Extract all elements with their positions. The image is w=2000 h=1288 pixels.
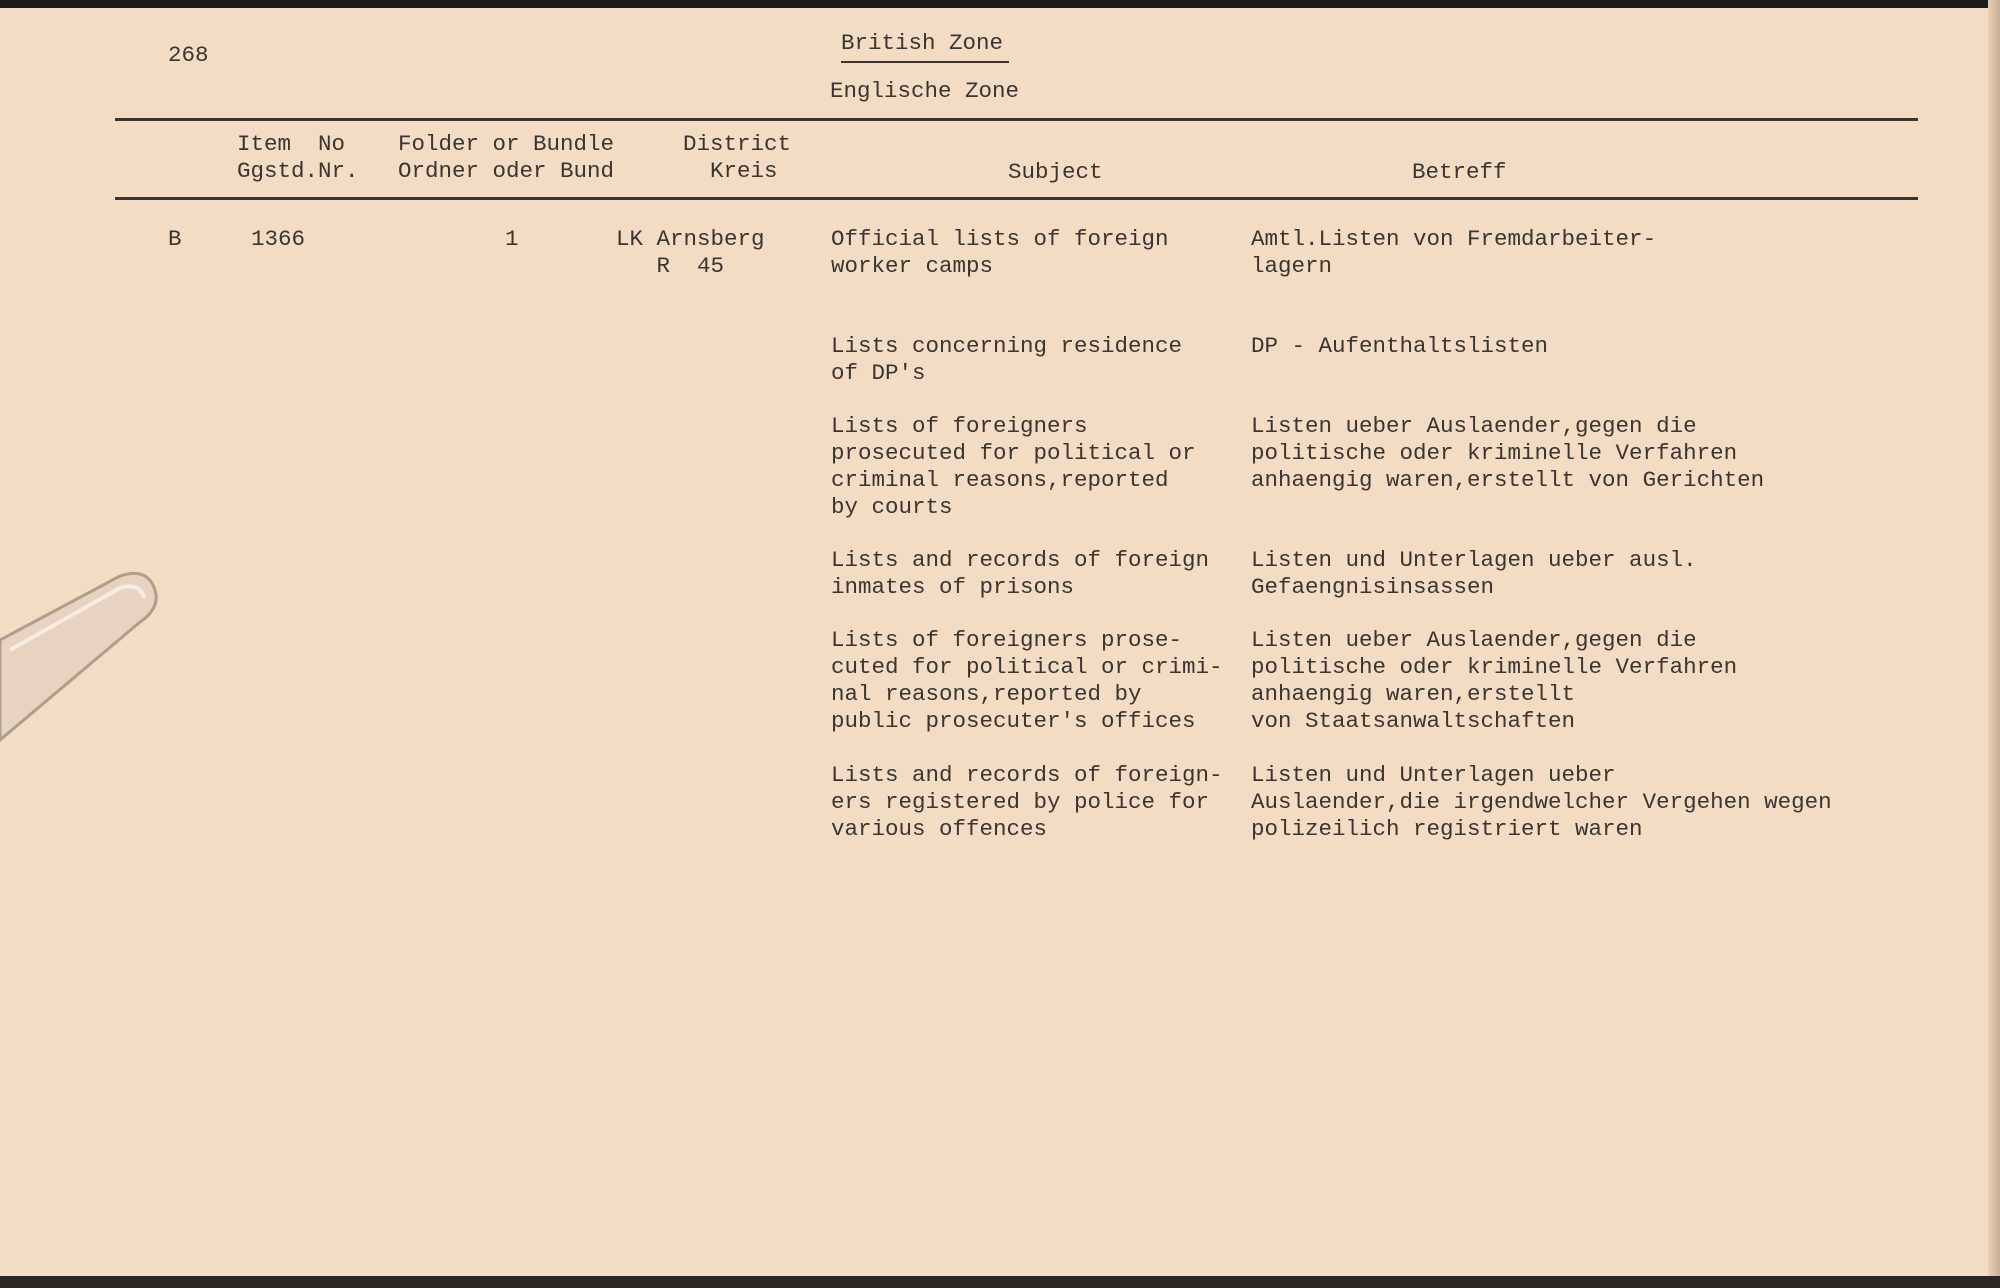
item-number: 1366 bbox=[251, 226, 306, 252]
header-top-rule bbox=[115, 118, 1918, 121]
page-edge bbox=[1988, 0, 2000, 1288]
header-folder-en: Folder or Bundle bbox=[398, 131, 615, 157]
entry-betreff: Listen und Unterlagen ueber ausl. Gefaengnisinsassen bbox=[1251, 547, 1697, 600]
entry-subject: Lists concerning residence of DP's bbox=[831, 333, 1183, 386]
section-letter: B bbox=[168, 226, 182, 252]
header-betreff: Betreff bbox=[1412, 159, 1507, 185]
district-code: R 45 bbox=[616, 253, 725, 279]
scan-bottom-edge bbox=[0, 1276, 2000, 1288]
entry-subject: Lists of foreigners prosecuted for political or criminal reasons,reported by courts bbox=[831, 413, 1196, 520]
entry-betreff: Listen ueber Auslaender,gegen die politische oder kriminelle Verfahren anhaengig waren,erstellt von Staatsanwaltschaften bbox=[1251, 627, 1738, 734]
district-name: LK Arnsberg bbox=[616, 226, 765, 252]
entry-subject: Lists of foreigners prose- cuted for political or crimi- nal reasons,reported by public prosecuter's offices bbox=[831, 627, 1223, 734]
header-district-en: District bbox=[683, 131, 792, 157]
title-underline bbox=[841, 61, 1009, 63]
entry-betreff: Listen ueber Auslaender,gegen die politische oder kriminelle Verfahren anhaengig waren,erstellt von Gerichten bbox=[1251, 413, 1765, 493]
header-subject: Subject bbox=[1008, 159, 1103, 185]
entry-betreff: Amtl.Listen von Fremdarbeiter- lagern bbox=[1251, 226, 1657, 279]
folder-number: 1 bbox=[505, 226, 519, 252]
entry-betreff: Listen und Unterlagen ueber Auslaender,die irgendwelcher Vergehen wegen polizeilich registriert waren bbox=[1251, 762, 1832, 842]
entry-subject: Official lists of foreign worker camps bbox=[831, 226, 1169, 279]
header-folder-de: Ordner oder Bund bbox=[398, 158, 615, 184]
entry-subject: Lists and records of foreign- ers registered by police for various offences bbox=[831, 762, 1223, 842]
scan-top-edge bbox=[0, 0, 2000, 8]
header-item-de: Ggstd.Nr. bbox=[237, 158, 359, 184]
page-title: British Zone bbox=[841, 30, 1004, 56]
header-district-de: Kreis bbox=[683, 158, 778, 184]
header-bottom-rule bbox=[115, 197, 1918, 200]
glass-pointer-weight bbox=[0, 570, 170, 750]
page-subtitle: Englische Zone bbox=[830, 78, 1020, 104]
entry-subject: Lists and records of foreign inmates of prisons bbox=[831, 547, 1210, 600]
page-number: 268 bbox=[168, 42, 209, 68]
entry-betreff: DP - Aufenthaltslisten bbox=[1251, 333, 1549, 359]
header-item-en: Item No bbox=[237, 131, 346, 157]
